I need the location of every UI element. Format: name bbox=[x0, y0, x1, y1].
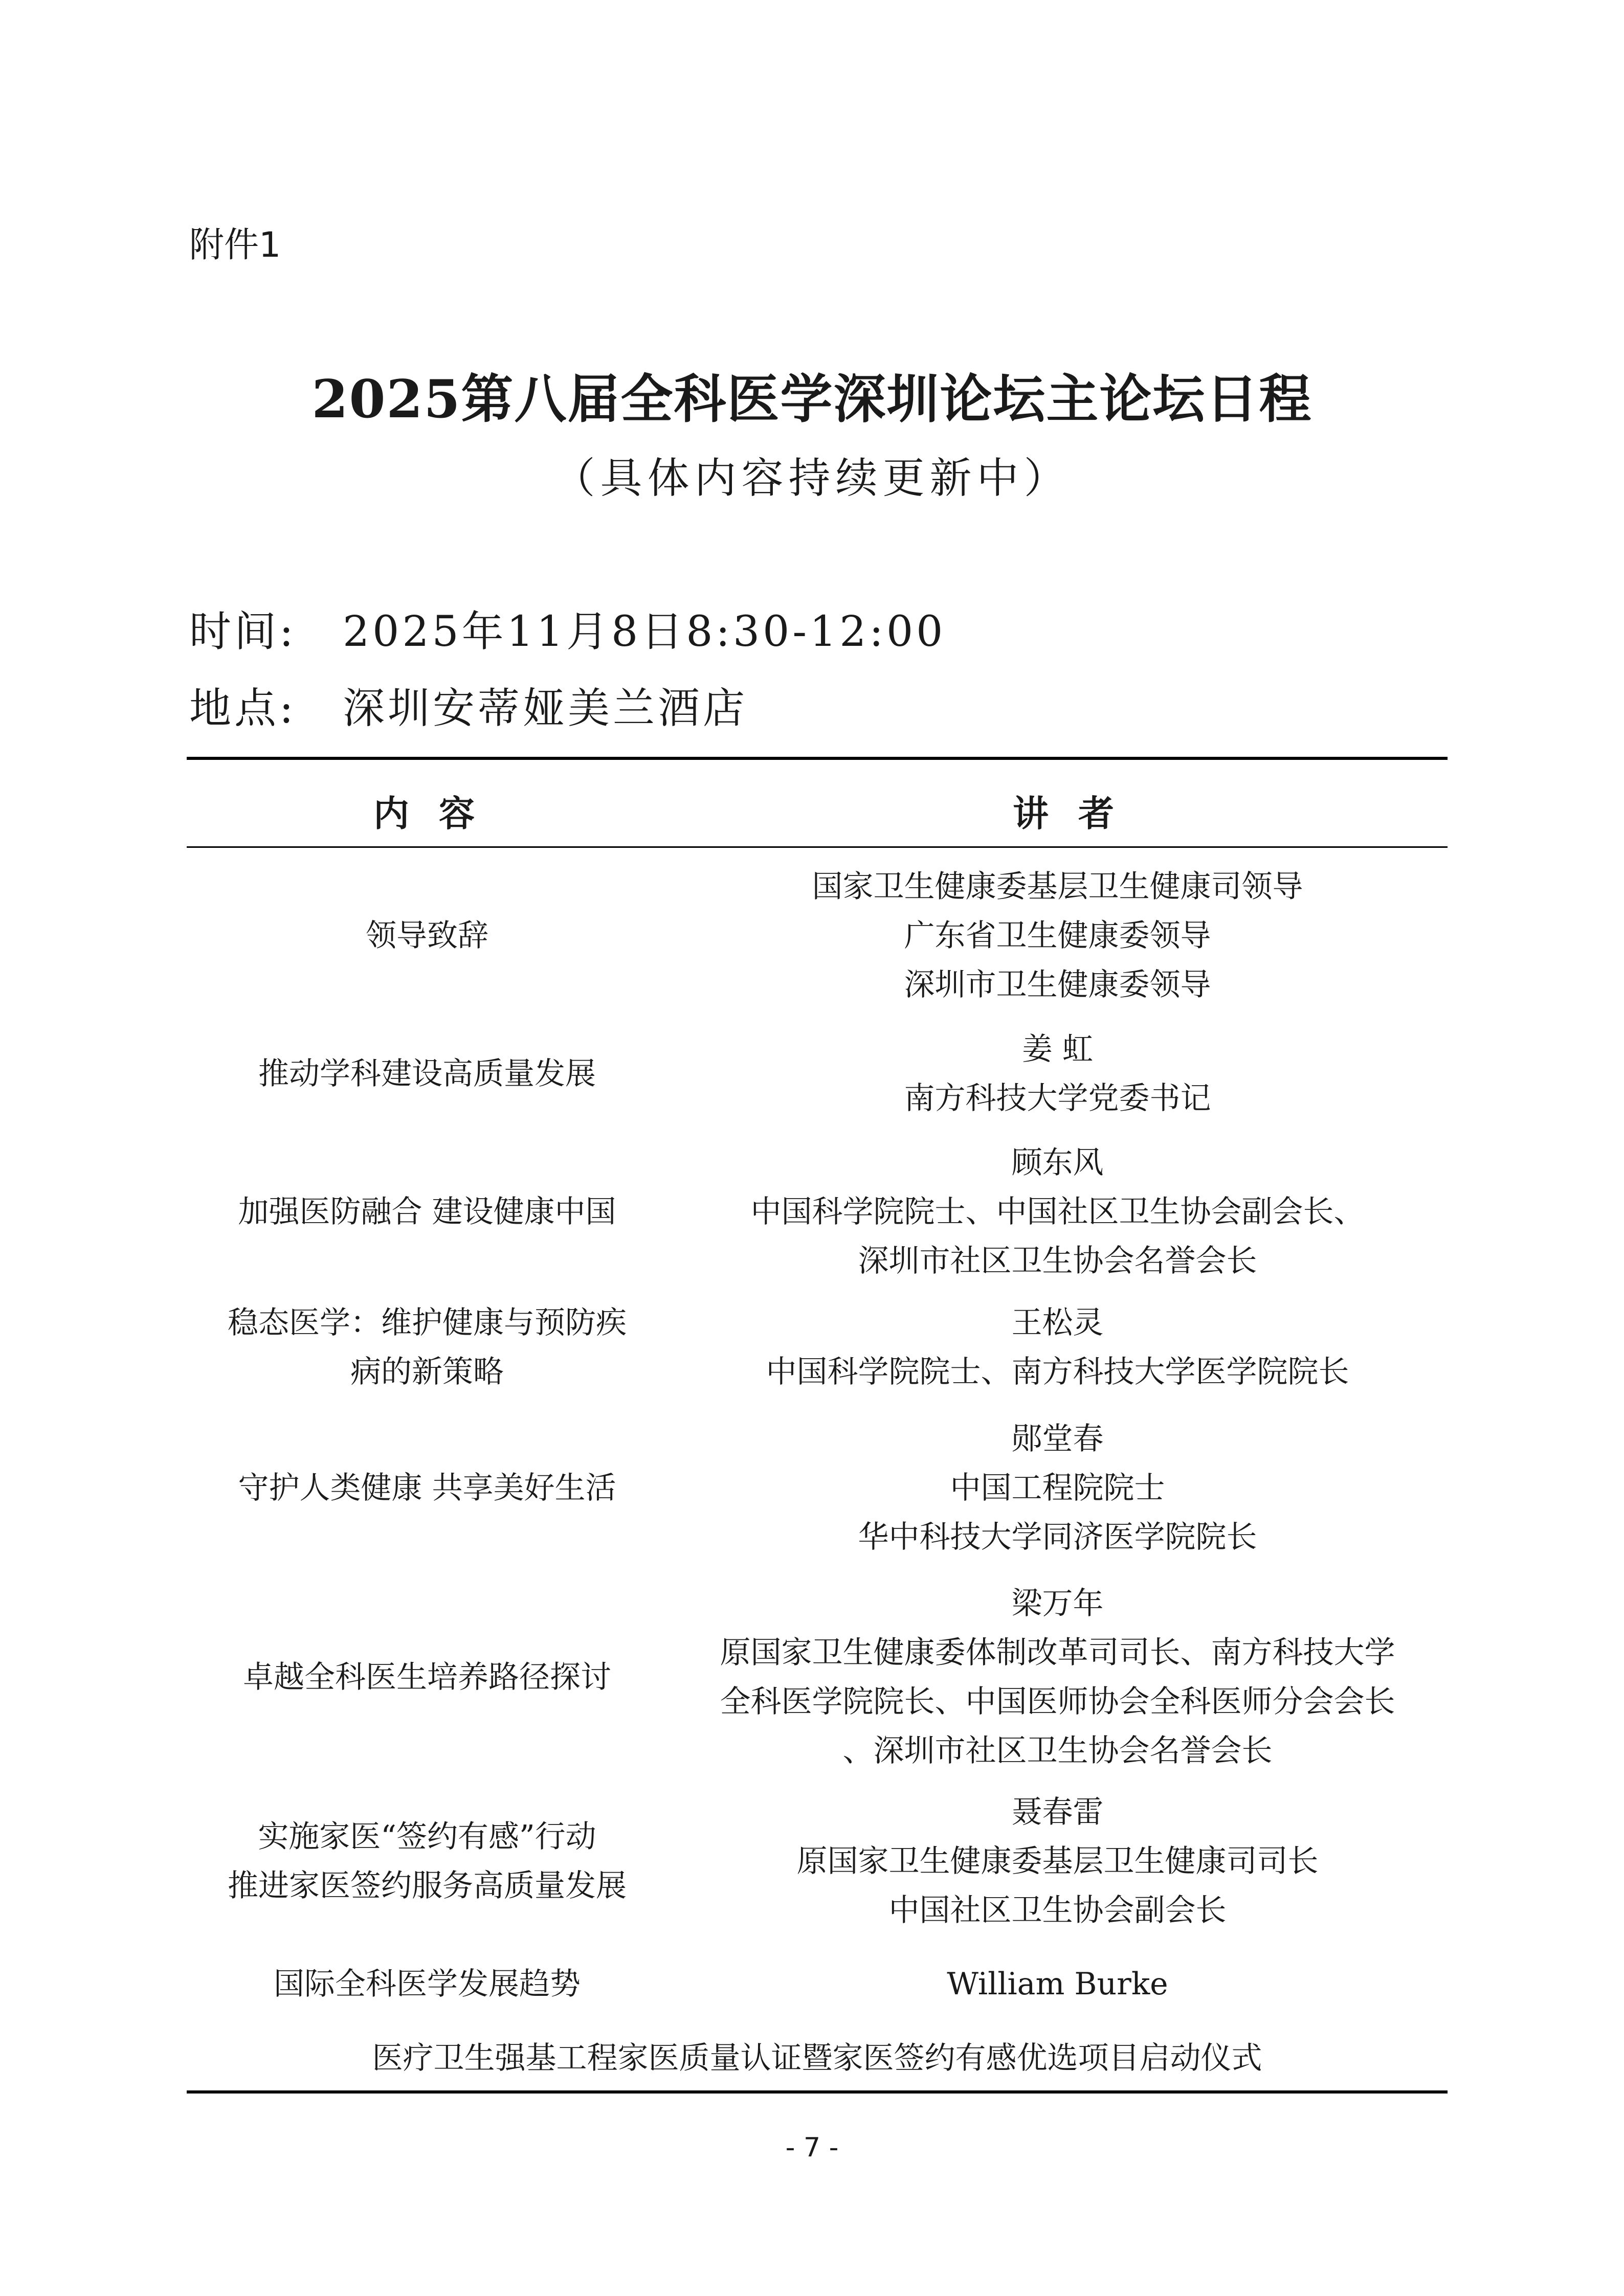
row-speaker: 王松灵 中国科学院院士、南方科技大学医学院院长 bbox=[766, 1305, 1349, 1390]
row-content: 卓越全科医生培养路径探讨 bbox=[243, 1659, 611, 1695]
row-speaker: 顾东风 中国科学院院士、中国社区卫生协会副会长、 深圳市社区卫生协会名誉会长 bbox=[750, 1145, 1365, 1279]
table-top-rule bbox=[187, 757, 1448, 760]
row-speaker: 梁万年 原国家卫生健康委体制改革司司长、南方科技大学 全科医学院院长、中国医师协会全科医师分会会长 、深圳市社区卫生协会名誉会长 bbox=[720, 1586, 1395, 1769]
row-speaker: 国家卫生健康委基层卫生健康司领导 广东省卫生健康委领导 深圳市卫生健康委领导 bbox=[812, 869, 1303, 1003]
header-content: 内容 bbox=[373, 793, 504, 835]
row-speaker: 聂春雷 原国家卫生健康委基层卫生健康司司长 中国社区卫生协会副会长 bbox=[796, 1794, 1319, 1928]
place-label: 地点: bbox=[189, 684, 297, 733]
row-content: 守护人类健康 共享美好生活 bbox=[238, 1470, 616, 1506]
place-line bbox=[189, 675, 748, 735]
place-value: 深圳安蒂娅美兰酒店 bbox=[343, 684, 748, 733]
row-content: 推动学科建设高质量发展 bbox=[258, 1056, 596, 1092]
row-speaker: 郧堂春 中国工程院院士 华中科技大学同济医学院院长 bbox=[858, 1421, 1257, 1555]
table-bottom-rule bbox=[187, 2090, 1448, 2094]
document-title: 2025第八届全科医学深圳论坛主论坛日程 bbox=[312, 369, 1312, 430]
row-content: 国际全科医学发展趋势 bbox=[274, 1966, 581, 2002]
row-content: 稳态医学：维护健康与预防疾 病的新策略 bbox=[228, 1305, 627, 1390]
header-speaker: 讲者 bbox=[1013, 793, 1144, 835]
row-content: 领导致辞 bbox=[366, 918, 488, 954]
time-label: 时间: bbox=[189, 607, 297, 656]
row-content: 加强医防融合 建设健康中国 bbox=[238, 1194, 616, 1230]
row-content: 实施家医“签约有感”行动 推进家医签约服务高质量发展 bbox=[228, 1819, 627, 1904]
page-number: - 7 - bbox=[785, 2132, 839, 2163]
table-header-rule bbox=[187, 846, 1448, 848]
row-speaker: William Burke bbox=[947, 1966, 1168, 2002]
closing-ceremony: 医疗卫生强基工程家医质量认证暨家医签约有感优选项目启动仪式 bbox=[372, 2040, 1262, 2076]
attachment-label: 附件1 bbox=[189, 225, 281, 265]
time-line bbox=[189, 598, 946, 658]
time-value: 2025年11月8日8:30-12:00 bbox=[343, 607, 946, 656]
row-speaker: 姜 虹 南方科技大学党委书记 bbox=[904, 1031, 1211, 1116]
document-subtitle: （具体内容持续更新中） bbox=[553, 454, 1071, 503]
